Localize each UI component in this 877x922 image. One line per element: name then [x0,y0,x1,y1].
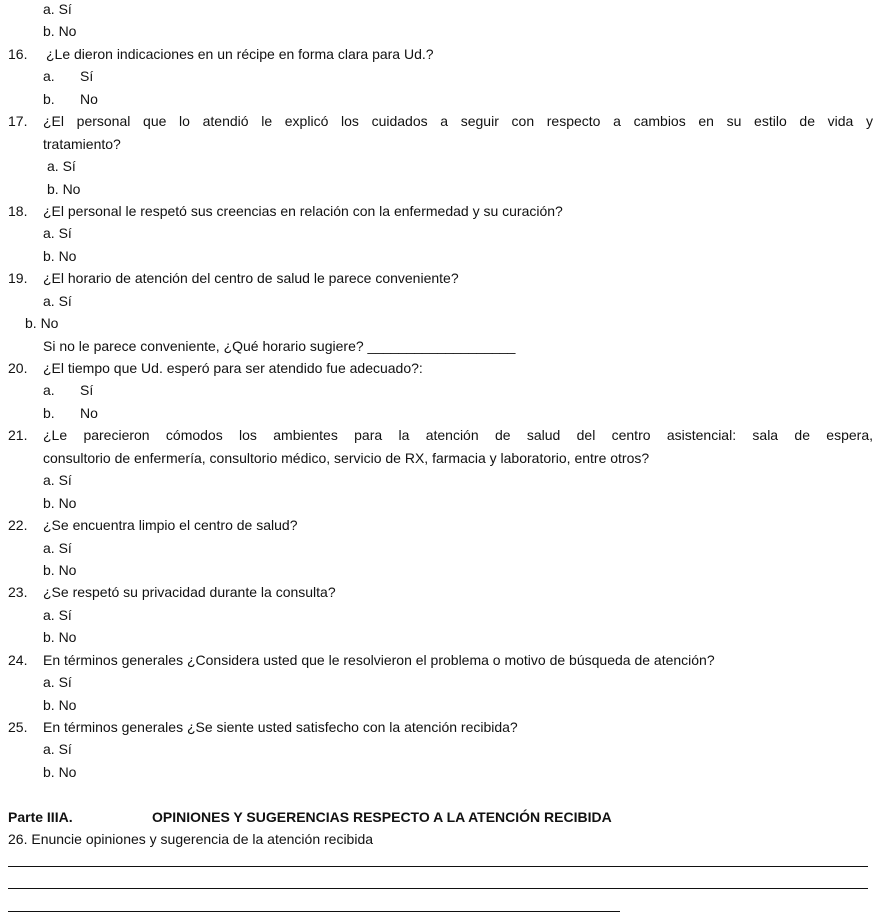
option-b-letter: b. [43,404,55,421]
option-a: a. Sí [47,158,76,175]
option-a: a. Sí [43,472,72,489]
question-number: 25. [8,719,28,735]
question-text: En términos generales ¿Considera usted que le resolvieron el problema o motivo de búsqueda de atención? [43,651,715,668]
option-b: b. No [25,315,59,332]
option-a: a. Sí [43,741,72,758]
question-number: 24. [8,651,28,668]
question-number: 21. [8,427,28,444]
option-b: b. No [43,494,77,511]
option-b: No [80,404,98,421]
option-a: a. Sí [43,674,72,691]
option-b: b. No [43,629,77,646]
option-b: b. No [43,247,77,264]
question-text: ¿Le parecieron cómodos los ambientes para la atención de salud del centro asistencial: sala de espera, [43,427,873,444]
answer-line-3[interactable] [8,911,620,912]
option-b: b. No [43,763,77,780]
answer-line-2[interactable] [8,888,868,889]
question-text: En términos generales ¿Se siente usted satisfecho con la atención recibida? [43,719,518,735]
question-text: ¿El personal le respetó sus creencias en relación con la enfermedad y su curación? [43,202,563,219]
option-a: a. Sí [43,1,72,17]
question-number: 20. [8,360,28,376]
question-text: ¿Se encuentra limpio el centro de salud? [43,517,298,534]
answer-line-1[interactable] [8,866,868,867]
option-b: b. No [43,696,77,713]
option-a: a. Sí [43,606,72,623]
option-b: b. No [43,23,77,40]
question-text: ¿Se respetó su privacidad durante la consulta? [43,584,336,601]
option-a: a. Sí [43,292,72,309]
question-number: 16. [8,45,28,62]
question-number: 22. [8,517,28,534]
question-26-text: 26. Enuncie opiniones y sugerencia de la atención recibida [8,831,374,848]
question-number: 19. [8,270,28,287]
question-text: ¿El horario de atención del centro de salud le parece conveniente? [43,270,459,287]
option-a-letter: a. [43,68,55,85]
option-a: Sí [80,68,94,85]
question-text-cont: tratamiento? [43,135,121,152]
question-text: ¿El tiempo que Ud. esperó para ser atendido fue adecuado?: [43,360,423,376]
question-text: ¿Le dieron indicaciones en un récipe en forma clara para Ud.? [46,45,434,62]
question-number: 17. [8,113,28,130]
part-label: Parte IIIA. [8,808,73,825]
option-b: No [80,90,98,107]
option-b: b. No [43,561,77,578]
option-b-letter: b. [43,90,55,107]
part-title: OPINIONES Y SUGERENCIAS RESPECTO A LA ATENCIÓN RECIBIDA [152,808,612,825]
option-a: a. Sí [43,539,72,556]
followup-question[interactable]: Si no le parece conveniente, ¿Qué horario sugiere? ___________________ [43,337,516,354]
question-number: 18. [8,202,28,219]
question-text: ¿El personal que lo atendió le explicó los cuidados a seguir con respecto a cambios en su estilo de vida y [43,113,873,130]
option-b: b. No [47,180,81,197]
option-a: Sí [80,382,94,399]
question-text-cont: consultorio de enfermería, consultorio médico, servicio de RX, farmacia y laboratorio, entre otros? [43,449,650,466]
question-number: 23. [8,584,28,601]
option-a-letter: a. [43,382,55,399]
option-a: a. Sí [43,225,72,242]
